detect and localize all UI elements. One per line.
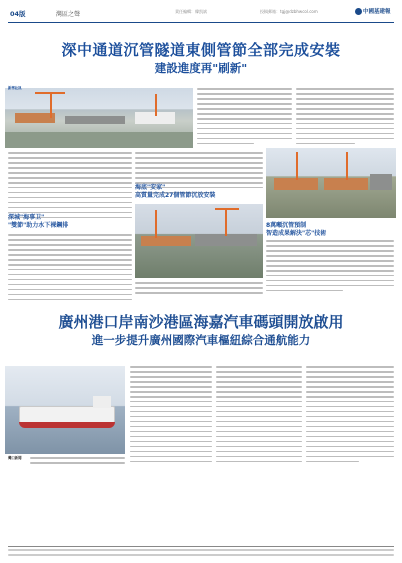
article-1-col-a2 — [8, 234, 132, 304]
article-1-col-c2 — [266, 240, 394, 295]
crane-shape — [35, 92, 65, 94]
photo-shape — [141, 236, 191, 246]
logo-text: 中國基建報 — [363, 9, 391, 15]
ship-bridge — [93, 396, 111, 408]
crane-shape — [50, 92, 52, 118]
article-1-col-a — [8, 152, 132, 222]
article-1-byline: 新華社訊 — [8, 86, 22, 90]
article-1-intro-col-3 — [296, 88, 394, 148]
page-number: 04版 — [10, 10, 26, 18]
article-1-col-b2 — [135, 282, 263, 297]
ship-hull-band — [19, 422, 115, 428]
tunnel-element-photo — [135, 204, 263, 278]
article-1-subsection-right: 8萬噸沉管預制 智造成果解決"芯"技術 — [266, 222, 327, 237]
precast-yard-photo — [266, 148, 396, 218]
crane-shape — [155, 210, 157, 238]
photo-caption-label: 灣口新聞 — [8, 456, 22, 460]
article-1-headline: 深中通道沉管隧道東側管節全部完成安裝 — [61, 41, 341, 59]
article-1-subhead: 建設進度再"刷新" — [154, 61, 248, 75]
article-1-subsection-mid: 海底"安家" 高質量完成27個管節沉放安裝 — [135, 184, 216, 199]
article-1-intro-col-2 — [197, 88, 292, 148]
article-2-headline: 廣州港口岸南沙港區海嘉汽車碼頭開放啟用 — [58, 313, 344, 331]
car-carrier-ship-photo — [5, 366, 125, 454]
photo-shape — [65, 116, 125, 124]
photo-shape — [15, 113, 55, 123]
article-2-col-a — [130, 366, 212, 466]
article-2-col-b — [216, 366, 302, 466]
crane-shape — [296, 152, 298, 180]
article-1-subsection-left: 深城"海事卫" "雙節"助力水下裸鋼排 — [8, 214, 69, 229]
footer — [8, 549, 394, 559]
photo-caption — [30, 457, 125, 467]
crane-shape — [346, 152, 348, 180]
article-2-subhead: 進一步提升廣州國際汽車樞紐綜合通航能力 — [91, 333, 311, 347]
crane-shape — [215, 208, 239, 210]
crane-shape — [225, 208, 227, 236]
footer-rule — [8, 546, 394, 547]
logo-icon — [355, 8, 362, 15]
contact-email: 投稿郵箱：tgj@dzbhwcol.com — [260, 9, 318, 14]
header-rule — [8, 22, 394, 23]
article-2-col-c — [306, 366, 394, 466]
editor-credit: 責任編輯：韓凯斌 — [175, 9, 207, 14]
crane-shape — [155, 94, 157, 116]
photo-shape — [370, 174, 392, 190]
section-name: 灣區之聲 — [56, 11, 81, 18]
newspaper-logo — [355, 7, 391, 15]
photo-shape — [5, 132, 193, 148]
construction-site-photo — [5, 88, 193, 148]
